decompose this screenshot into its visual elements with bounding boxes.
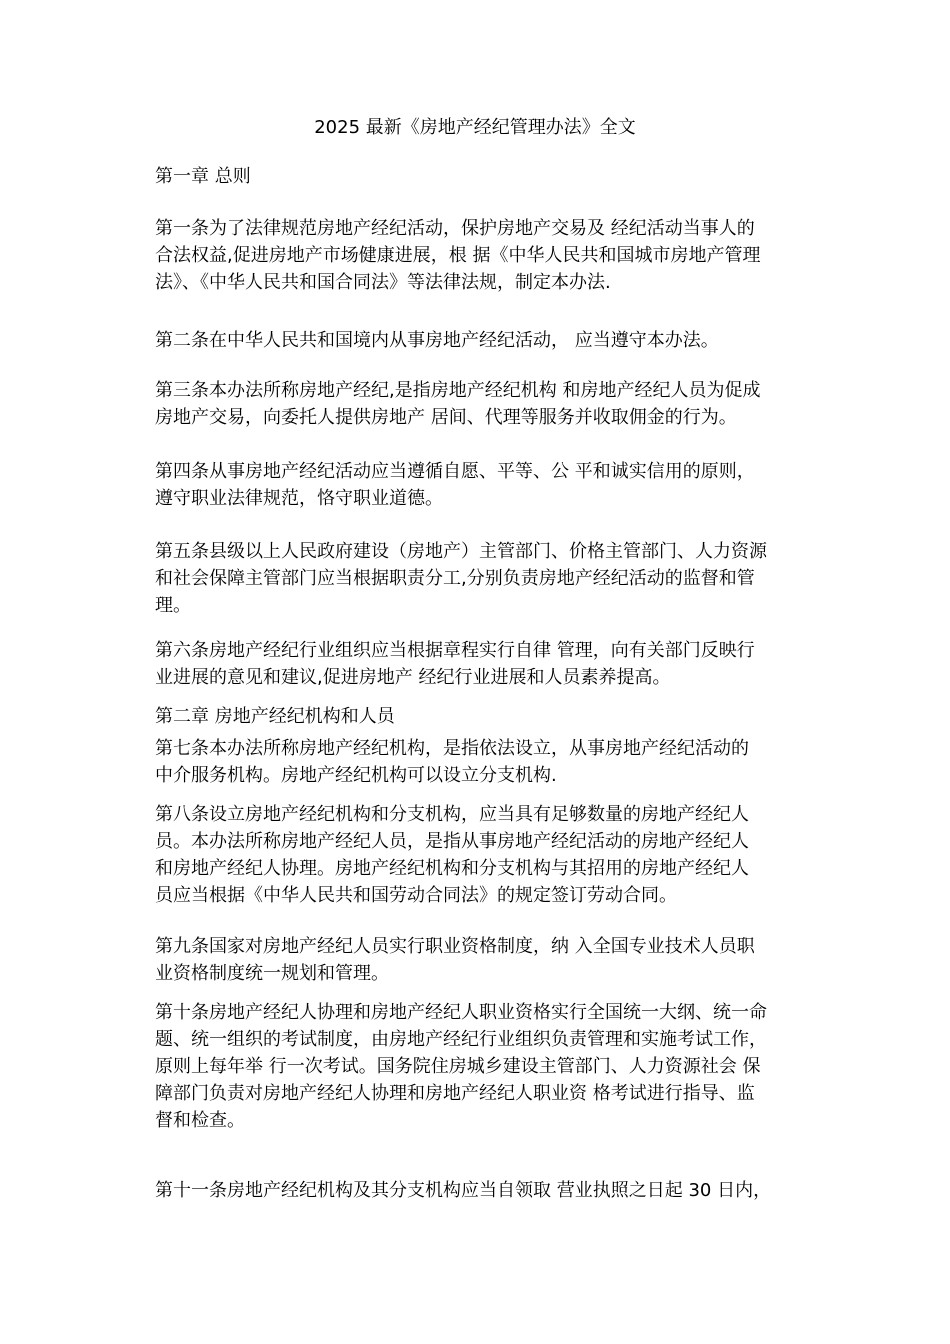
article-11 xyxy=(155,1177,815,1204)
text-line: 和社会保障主管部门应当根据职责分工,分别负责房地产经纪活动的监督和管 xyxy=(155,568,755,589)
text-line: 第十条房地产经纪人协理和房地产经纪人职业资格实行全国统一大纲、统一命 xyxy=(155,1002,767,1023)
text-line: 题、统一组织的考试制度，由房地产经纪行业组织负责管理和实施考试工作， xyxy=(155,1029,767,1050)
text-line: 员。本办法所称房地产经纪人员，是指从事房地产经纪活动的房地产经纪人 xyxy=(155,831,749,852)
text-line: 业进展的意见和建议,促进房地产 经纪行业进展和人员素养提高。 xyxy=(155,667,671,688)
article-7 xyxy=(155,735,815,789)
text-line: 第二条在中华人民共和国境内从事房地产经纪活动， 应当遵守本办法。 xyxy=(155,330,719,351)
article-10 xyxy=(155,999,815,1134)
text-line: 第五条县级以上人民政府建设（房地产）主管部门、价格主管部门、人力资源 xyxy=(155,541,767,562)
chapter-heading-1 xyxy=(155,163,815,190)
text-line: 第三条本办法所称房地产经纪,是指房地产经纪机构 和房地产经纪人员为促成 xyxy=(155,380,761,401)
article-6 xyxy=(155,637,815,691)
article-1 xyxy=(155,215,815,296)
text-line: 遵守职业法律规范，恪守职业道德。 xyxy=(155,488,443,509)
text-line: 第七条本办法所称房地产经纪机构，是指依法设立，从事房地产经纪活动的 xyxy=(155,738,749,759)
text-line: 法》、《中华人民共和国合同法》等法律法规，制定本办法. xyxy=(155,272,611,293)
text-line: 第一章 总则 xyxy=(155,166,251,187)
text-line: 第二章 房地产经纪机构和人员 xyxy=(155,706,395,727)
text-line: 第九条国家对房地产经纪人员实行职业资格制度，纳 入全国专业技术人员职 xyxy=(155,936,755,957)
text-line: 障部门负责对房地产经纪人协理和房地产经纪人职业资 格考试进行指导、监 xyxy=(155,1083,755,1104)
article-2 xyxy=(155,327,815,354)
article-4 xyxy=(155,458,815,512)
text-line: 第六条房地产经纪行业组织应当根据章程实行自律 管理，向有关部门反映行 xyxy=(155,640,755,661)
article-5 xyxy=(155,538,815,619)
text-line: 第一条为了法律规范房地产经纪活动，保护房地产交易及 经纪活动当事人的 xyxy=(155,218,755,239)
text-line: 合法权益,促进房地产市场健康进展，根 据《中华人民共和国城市房地产管理 xyxy=(155,245,761,266)
article-9 xyxy=(155,933,815,987)
article-8 xyxy=(155,801,815,909)
text-line: 房地产交易，向委托人提供房地产 居间、代理等服务并收取佣金的行为。 xyxy=(155,407,737,428)
document-title: 2025 最新《房地产经纪管理办法》全文 xyxy=(314,117,636,138)
chapter-heading-2 xyxy=(155,703,815,730)
text-line: 中介服务机构。房地产经纪机构可以设立分支机构. xyxy=(155,765,557,786)
text-line: 第十一条房地产经纪机构及其分支机构应当自领取 营业执照之日起 30 日内， xyxy=(155,1180,772,1201)
text-line: 督和检查。 xyxy=(155,1110,245,1131)
text-line: 第八条设立房地产经纪机构和分支机构，应当具有足够数量的房地产经纪人 xyxy=(155,804,749,825)
text-line: 第四条从事房地产经纪活动应当遵循自愿、平等、公 平和诚实信用的原则， xyxy=(155,461,755,482)
text-line: 员应当根据《中华人民共和国劳动合同法》的规定签订劳动合同。 xyxy=(155,885,677,906)
text-line: 和房地产经纪人协理。房地产经纪机构和分支机构与其招用的房地产经纪人 xyxy=(155,858,749,879)
text-line: 理。 xyxy=(155,595,191,616)
text-line: 业资格制度统一规划和管理。 xyxy=(155,963,389,984)
article-3 xyxy=(155,377,815,431)
text-line: 原则上每年举 行一次考试。国务院住房城乡建设主管部门、人力资源社会 保 xyxy=(155,1056,761,1077)
